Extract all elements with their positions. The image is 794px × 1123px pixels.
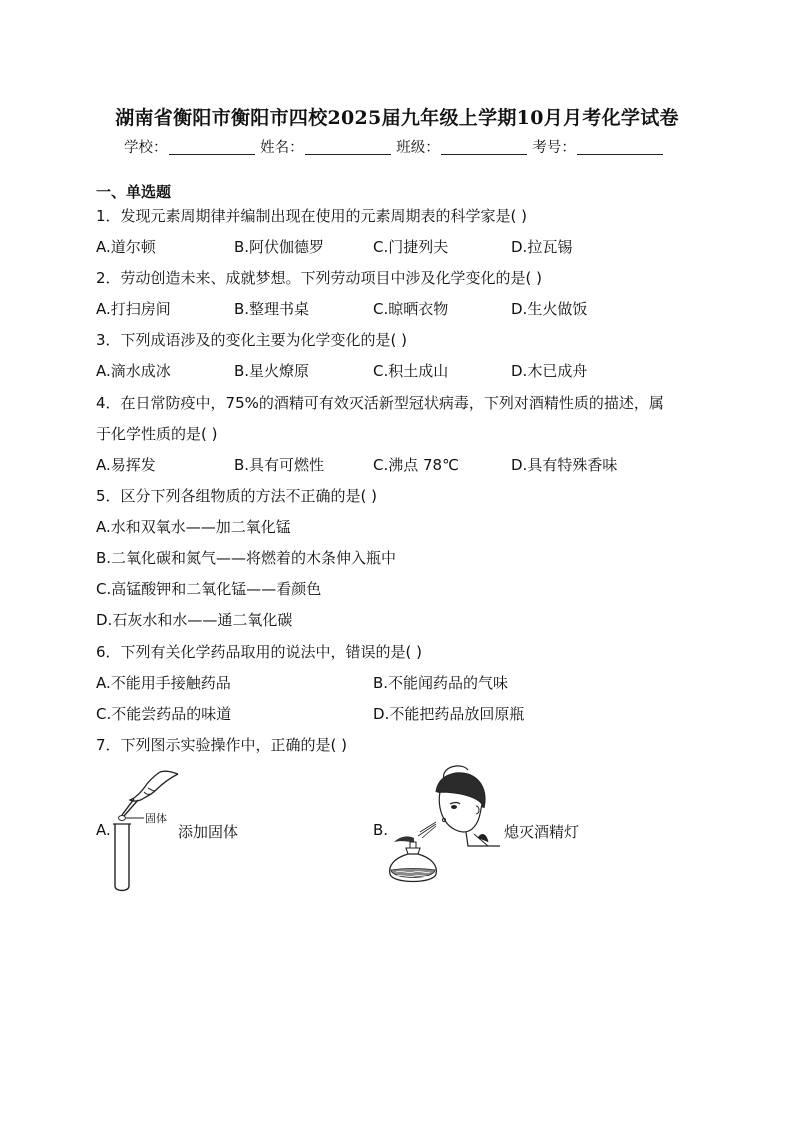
q5-option-b[interactable]: B.二氧化碳和氮气——将燃着的木条伸入瓶中 — [96, 549, 397, 567]
add-solid-illustration — [104, 768, 184, 896]
q6-option-d[interactable]: D.不能把药品放回原瓶 — [373, 705, 525, 723]
q6-option-b[interactable]: B.不能闻药品的气味 — [373, 674, 509, 692]
q1-option-c[interactable]: C.门捷列夫 — [373, 238, 449, 256]
q5-option-a[interactable]: A.水和双氧水——加二氧化锰 — [96, 518, 291, 536]
q2-option-a[interactable]: A.打扫房间 — [96, 300, 171, 318]
number-label: 考号： — [532, 140, 576, 156]
name-blank[interactable] — [305, 140, 391, 155]
name-label: 姓名： — [260, 140, 304, 156]
q3-option-b[interactable]: B.星火燎原 — [234, 362, 310, 380]
exam-title: 湖南省衡阳市衡阳市四校2025届九年级上学期10月月考化学试卷 — [115, 107, 679, 129]
q2-option-c[interactable]: C.晾晒衣物 — [373, 300, 449, 318]
school-label: 学校： — [124, 140, 168, 156]
q7-option-b-caption: 熄灭酒精灯 — [504, 823, 580, 841]
question-4-stem-line2: 于化学性质的是( ) — [96, 425, 218, 443]
q1-option-a[interactable]: A.道尔顿 — [96, 238, 156, 256]
solid-label: 固体 — [145, 812, 167, 825]
section-heading: 一、单选题 — [96, 183, 172, 201]
q5-option-c[interactable]: C.高锰酸钾和二氧化锰——看颜色 — [96, 580, 322, 598]
q4-option-b[interactable]: B.具有可燃性 — [234, 456, 325, 474]
q3-option-a[interactable]: A.滴水成冰 — [96, 362, 171, 380]
q2-option-b[interactable]: B.整理书桌 — [234, 300, 310, 318]
q2-option-d[interactable]: D.生火做饭 — [511, 300, 588, 318]
question-3-stem: 3．下列成语涉及的变化主要为化学变化的是( ) — [96, 331, 408, 349]
q1-option-d[interactable]: D.拉瓦锡 — [511, 238, 573, 256]
number-blank[interactable] — [577, 140, 663, 155]
student-info-line — [124, 136, 664, 157]
question-7-stem: 7．下列图示实验操作中，正确的是( ) — [96, 736, 348, 754]
class-blank[interactable] — [441, 140, 527, 155]
question-2-stem: 2．劳动创造未来、成就梦想。下列劳动项目中涉及化学变化的是( ) — [96, 269, 543, 287]
q3-option-d[interactable]: D.木已成舟 — [511, 362, 588, 380]
question-5-stem: 5．区分下列各组物质的方法不正确的是( ) — [96, 487, 378, 505]
q5-option-d[interactable]: D.石灰水和水——通二氧化碳 — [96, 611, 293, 629]
q7-option-a-letter[interactable]: A. — [96, 821, 111, 839]
q7-option-a-caption: 添加固体 — [178, 823, 239, 841]
q4-option-c[interactable]: C.沸点 78℃ — [373, 456, 459, 474]
q4-option-a[interactable]: A.易挥发 — [96, 456, 156, 474]
q7-option-b-letter[interactable]: B. — [373, 821, 389, 839]
q3-option-c[interactable]: C.积土成山 — [373, 362, 449, 380]
q1-option-b[interactable]: B.阿伏伽德罗 — [234, 238, 325, 256]
question-6-stem: 6．下列有关化学药品取用的说法中，错误的是( ) — [96, 643, 423, 661]
question-4-stem-line1: 4．在日常防疫中，75%的酒精可有效灭活新型冠状病毒，下列对酒精性质的描述，属 — [96, 394, 664, 412]
blow-out-lamp-illustration — [384, 762, 504, 892]
question-1-stem: 1．发现元素周期律并编制出现在使用的元素周期表的科学家是( ) — [96, 207, 528, 225]
q4-option-d[interactable]: D.具有特殊香味 — [511, 456, 618, 474]
q6-option-a[interactable]: A.不能用手接触药品 — [96, 674, 231, 692]
q6-option-c[interactable]: C.不能尝药品的味道 — [96, 705, 232, 723]
class-label: 班级： — [396, 140, 440, 156]
school-blank[interactable] — [169, 140, 255, 155]
